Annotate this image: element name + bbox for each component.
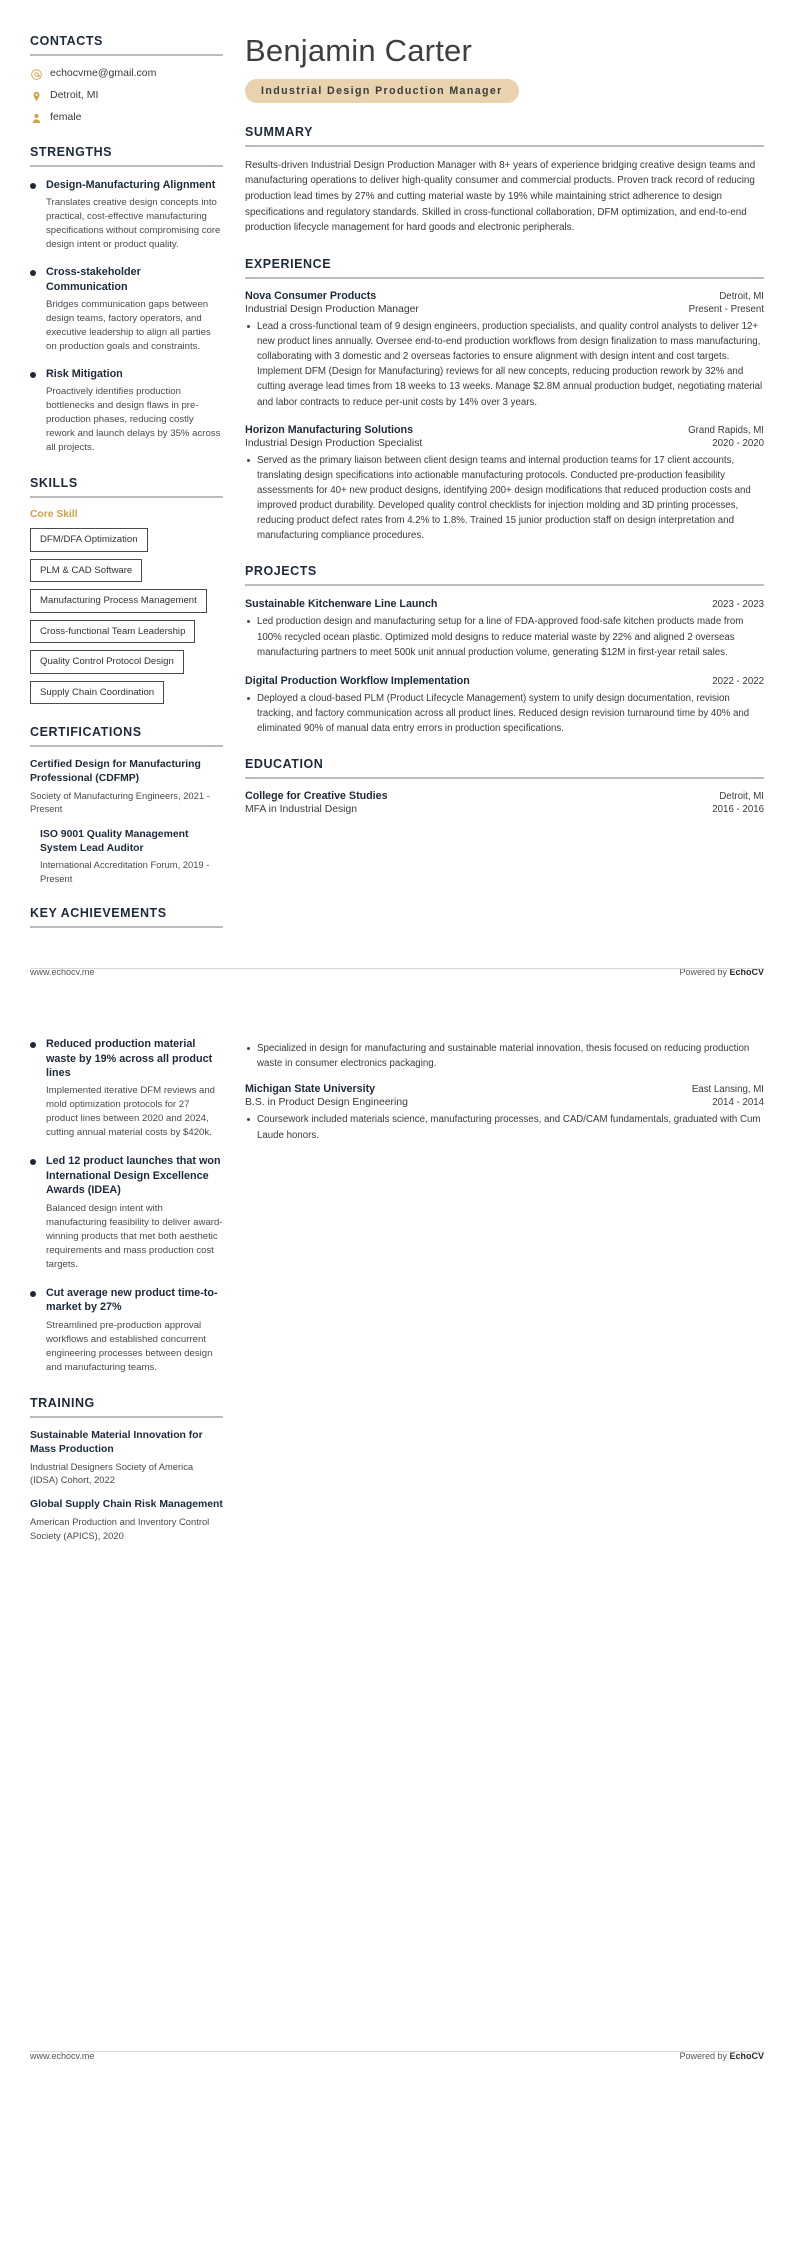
certification-item (30, 758, 223, 816)
section-divider (30, 745, 223, 747)
education-degree: B.S. in Product Design Engineering (245, 1097, 408, 1109)
achievement-description: Streamlined pre-production approval workflows and established concurrent engineering processes between design and manufacturing teams. (46, 1319, 213, 1373)
person-icon (30, 112, 42, 124)
education-section (245, 757, 764, 815)
strength-description: Proactively identifies production bottlenecks and design flaws in pre-production phases, reducing costly rework and launch delays by 35% across all projects. (46, 386, 221, 453)
experience-bullet: Served as the primary liaison between client design teams and internal production teams for 17 client accounts, translating design specifications into actionable manufacturing protocols. Conducted pre-production feasibility assessments for 40+ new product designs, identifying 200+ design modifications that reduced production costs and improved product durability. Developed quality control checklists for injection molding and 3D printing processes, reducing product defect rates from 4.2% to 1.8%. Trained 15 junior production staff on design interpretation and manufacturing compliance procedures. (245, 453, 764, 544)
footer-brand: EchoCV (729, 2050, 764, 2061)
project-bullet-list (245, 691, 764, 736)
training-name: Global Supply Chain Risk Management (30, 1499, 223, 1511)
section-divider (30, 1416, 223, 1418)
project-name: Sustainable Kitchenware Line Launch (245, 598, 438, 611)
achievement-title: Cut average new product time-to-market by 27% (46, 1286, 218, 1314)
training-item (30, 1498, 223, 1542)
education-entry (245, 1083, 764, 1142)
footer-site-url[interactable]: www.echocv.me (30, 2050, 95, 2061)
education-degree: MFA in Industrial Design (245, 804, 358, 816)
page-separator (0, 977, 794, 1003)
main-column (245, 34, 764, 836)
resume-page-1 (0, 0, 794, 977)
education-entry (245, 790, 764, 815)
experience-dates: Present - Present (688, 303, 764, 315)
summary-text: Results-driven Industrial Design Production Manager with 8+ years of experience bridging creative design teams and manufacturing operations to deliver high-quality consumer and commercial products. Proven track record of reducing production lead times by 27% and cutting material waste by 19% while maintaining strict adherence to design specifications and regulatory standards. Skilled in cross-functional collaboration, DFM optimization, and end-to-end production lifecycle management for hard goods and electronic peripherals. (245, 159, 756, 234)
strength-description: Translates creative design concepts into practical, cost-effective manufacturing specifications without compromising core design intent or product quality. (46, 197, 221, 251)
experience-entry (245, 290, 764, 410)
footer-powered-prefix: Powered by (679, 2050, 730, 2061)
role-badge: Industrial Design Production Manager (245, 79, 519, 103)
bullet-dot-icon (30, 1291, 36, 1297)
section-divider (245, 584, 764, 586)
page-1-footer (0, 949, 794, 977)
summary-section (245, 125, 764, 236)
experience-heading: EXPERIENCE (245, 256, 332, 271)
certifications-heading: CERTIFICATIONS (30, 725, 142, 739)
section-divider (245, 145, 764, 147)
projects-section (245, 564, 764, 736)
section-divider (30, 496, 223, 498)
achievement-item (30, 1154, 223, 1271)
skill-chip[interactable]: Cross-functional Team Leadership (30, 620, 195, 644)
strength-title: Design-Manufacturing Alignment (46, 179, 216, 191)
strengths-section (30, 145, 223, 455)
strength-item (30, 265, 223, 354)
experience-bullet: Lead a cross-functional team of 9 design engineers, production specialists, and quality control analysts to deliver 12+ new product lines annually. Oversee end-to-end production workflows from design finalization to mass manufacturing, collaborating with 3 domestic and 2 overseas factories to ensure alignment with design intent and cost targets. Implement DFM (Design for Manufacturing) reviews for all new concepts, reducing production rework by 32% and cutting average lead times from 18 weeks to 13 weeks. Manage $2.8M annual production budget, negotiating material and labor contracts to reduce per-unit costs by 14% over 3 years. (245, 319, 764, 410)
skill-chip[interactable]: DFM/DFA Optimization (30, 528, 148, 552)
experience-organization: Horizon Manufacturing Solutions (245, 423, 414, 436)
skill-chip[interactable]: Manufacturing Process Management (30, 589, 207, 613)
skill-chip[interactable]: Quality Control Protocol Design (30, 650, 184, 674)
footer-divider (30, 2051, 764, 2052)
achievement-item (30, 1037, 223, 1140)
training-meta: American Production and Inventory Control Society (APICS), 2020 (30, 1516, 210, 1541)
contact-item-gender[interactable] (30, 111, 223, 124)
education-heading: EDUCATION (245, 757, 324, 772)
experience-location: Detroit, MI (719, 290, 764, 302)
skills-section (30, 476, 223, 704)
bullet-dot-icon (30, 183, 36, 189)
bullet-dot-icon (30, 270, 36, 276)
experience-bullet-list (245, 319, 764, 410)
sidebar-column-page2 (30, 1037, 223, 2033)
project-bullet: Deployed a cloud-based PLM (Product Lifecycle Management) system to unify design documentation, revision tracking, and factory communication across all product lines. Reduced design revision turnaround time by 40% and eliminated 90% of manual data entry errors in production specifications. (245, 691, 764, 736)
certifications-section (30, 725, 223, 885)
email-icon (30, 68, 42, 80)
strength-title: Risk Mitigation (46, 367, 123, 380)
education-bullet: Coursework included materials science, manufacturing processes, and CAD/CAM fundamentals, graduated with Cum Laude honors. (245, 1112, 764, 1142)
page-1-body (0, 0, 794, 949)
education-school: College for Creative Studies (245, 790, 388, 803)
achievement-item (30, 1286, 223, 1375)
achievement-title: Led 12 product launches that won International Design Excellence Awards (IDEA) (46, 1155, 221, 1197)
strength-item (30, 178, 223, 252)
project-bullet: Led production design and manufacturing setup for a line of FDA-approved food-safe kitchen products made from 100% recycled ocean plastic. Optimized mold designs to reduce material waste by 22% and aligned 2 overseas manufacturing partners to meet 500k unit annual production volume, generating $12M in first-year retail sales. (245, 614, 764, 659)
section-divider (30, 165, 223, 167)
education-location: Detroit, MI (719, 791, 764, 803)
education-dates: 2016 - 2016 (712, 804, 764, 816)
sidebar-spacer (30, 1563, 223, 2033)
strength-item (30, 367, 223, 455)
training-section (30, 1396, 223, 1542)
certification-meta: Society of Manufacturing Engineers, 2021 - Present (30, 789, 210, 815)
skill-chip[interactable]: Supply Chain Coordination (30, 681, 164, 705)
education-bullet-list (245, 1041, 764, 1071)
experience-section (245, 257, 764, 544)
location-pin-icon (30, 90, 42, 102)
contact-value-email: echocvme@gmail.com (50, 67, 157, 79)
bullet-dot-icon (30, 1042, 36, 1048)
project-dates: 2022 - 2022 (712, 675, 764, 687)
section-divider (245, 777, 764, 779)
project-dates: 2023 - 2023 (712, 599, 764, 611)
section-divider (30, 54, 223, 56)
certification-item (30, 828, 223, 886)
education-bullet-list (245, 1112, 764, 1142)
page-2-body (0, 1003, 794, 2033)
experience-dates: 2020 - 2020 (712, 437, 764, 449)
achievement-title: Reduced production material waste by 19% across all product lines (46, 1038, 213, 1080)
strength-title: Cross-stakeholder Communication (46, 266, 141, 293)
experience-location: Grand Rapids, MI (688, 424, 764, 436)
footer-powered-prefix: Powered by (679, 967, 730, 978)
experience-job-title: Industrial Design Production Manager (245, 303, 419, 315)
contacts-section (30, 34, 223, 124)
strength-description: Bridges communication gaps between design teams, factory operators, and executive leadership to align all parties on production goals and constraints. (46, 298, 211, 352)
key-achievements-continued (30, 1037, 223, 1375)
skill-group-label: Core Skill (30, 509, 78, 520)
section-divider (30, 926, 223, 928)
skill-chip[interactable]: PLM & CAD Software (30, 559, 142, 583)
skills-heading: SKILLS (30, 476, 78, 490)
projects-heading: PROJECTS (245, 564, 317, 579)
achievement-description: Implemented iterative DFM reviews and mold optimization protocols for 27 product lines between 2020 and 2024, cutting annual material costs by $420k. (46, 1085, 216, 1139)
certification-meta: International Accreditation Forum, 2019 - Present (40, 859, 210, 884)
bullet-dot-icon (30, 372, 36, 378)
education-continued (245, 1041, 764, 1143)
training-meta: Industrial Designers Society of America (IDSA) Cohort, 2022 (30, 1460, 194, 1485)
education-location: East Lansing, MI (691, 1084, 764, 1096)
contact-item-email[interactable] (30, 67, 223, 80)
training-item (30, 1429, 223, 1487)
summary-heading: SUMMARY (245, 124, 313, 139)
education-bullet: Specialized in design for manufacturing and sustainable material innovation, thesis focused on reducing production waste in consumer electronics packaging. (245, 1041, 764, 1071)
certification-name: Certified Design for Manufacturing Professional (CDFMP) (30, 759, 201, 784)
experience-entry (245, 424, 764, 544)
contact-value-gender: female (50, 111, 82, 123)
project-bullet-list (245, 614, 764, 659)
key-achievements-heading: KEY ACHIEVEMENTS (30, 906, 167, 921)
main-column-page2 (245, 1037, 764, 1164)
experience-organization: Nova Consumer Products (245, 289, 377, 302)
education-dates: 2014 - 2014 (712, 1097, 764, 1109)
training-name: Sustainable Material Innovation for Mass Production (30, 1429, 203, 1455)
education-school: Michigan State University (245, 1083, 376, 1096)
page-2-footer (0, 2033, 794, 2061)
section-divider (245, 277, 764, 279)
contact-value-location: Detroit, MI (50, 89, 99, 101)
footer-divider (30, 968, 764, 969)
achievement-description: Balanced design intent with manufacturing feasibility to deliver award-winning products that met both aesthetic requirements and mass production cost targets. (46, 1202, 223, 1270)
footer-brand: EchoCV (729, 967, 764, 978)
key-achievements-section (30, 906, 223, 928)
experience-bullet-list (245, 453, 764, 544)
page-title: Benjamin Carter (245, 33, 472, 68)
footer-site-url[interactable]: www.echocv.me (30, 967, 95, 978)
contact-item-location[interactable] (30, 89, 223, 102)
project-entry (245, 674, 764, 736)
resume-header (245, 34, 764, 103)
strengths-heading: STRENGTHS (30, 145, 113, 159)
sidebar-column (30, 34, 223, 949)
contacts-heading: CONTACTS (30, 34, 103, 48)
project-name: Digital Production Workflow Implementation (245, 674, 470, 687)
project-entry (245, 597, 764, 659)
training-heading: TRAINING (30, 1395, 95, 1410)
bullet-dot-icon (30, 1159, 36, 1165)
resume-page-2 (0, 1003, 794, 2061)
experience-job-title: Industrial Design Production Specialist (245, 437, 423, 449)
certification-name: ISO 9001 Quality Management System Lead Auditor (40, 828, 189, 854)
